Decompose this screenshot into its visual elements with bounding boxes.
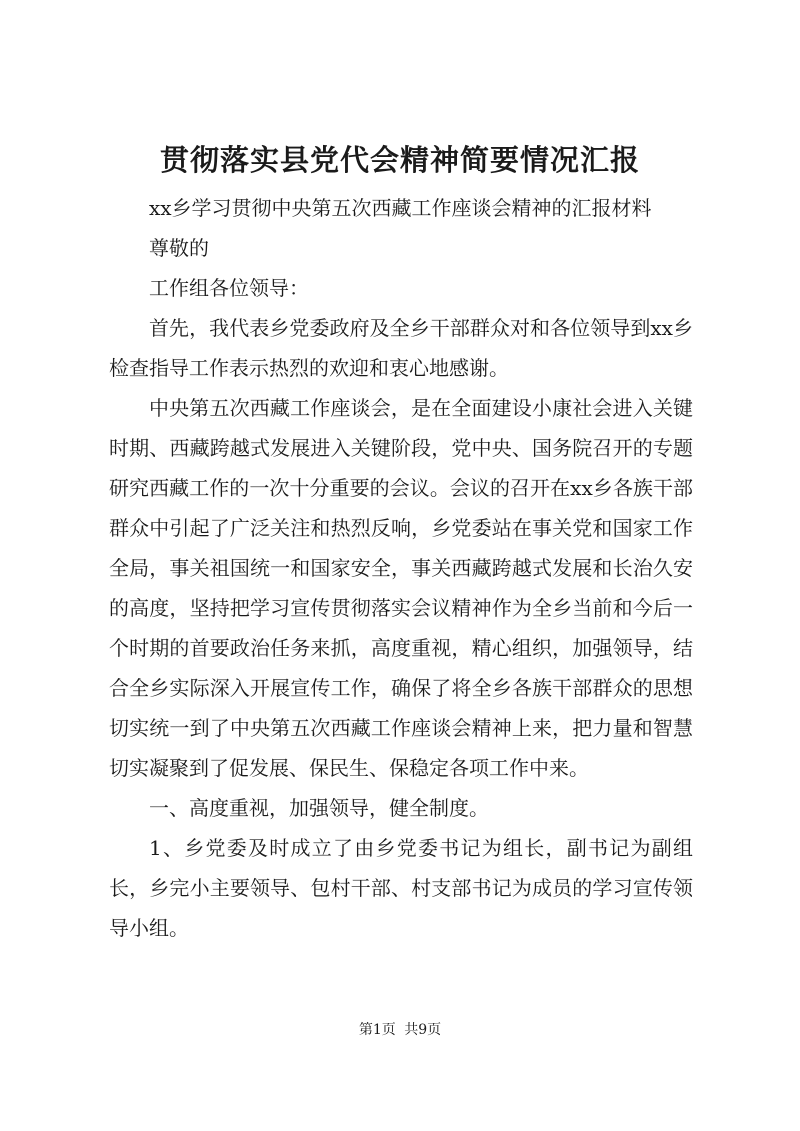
page-footer xyxy=(0,1020,800,1040)
section-heading-1: 一、高度重视，加强领导，健全制度。 xyxy=(149,796,489,820)
document-title: 贯彻落实县党代会精神简要情况汇报 xyxy=(159,143,640,177)
page-total: 共9页 xyxy=(404,1022,442,1038)
page-number: 第1页 xyxy=(358,1022,396,1038)
paragraph-subtitle: xx乡学习贯彻中央第五次西藏工作座谈会精神的汇报材料 xyxy=(149,196,652,220)
document-body xyxy=(109,188,693,948)
paragraph-addressee: 工作组各位领导： xyxy=(149,276,309,300)
paragraph-background: 中央第五次西藏工作座谈会，是在全面建设小康社会进入关键时期、西藏跨越式发展进入关键阶段，党中央、国务院召开的专题研究西藏工作的一次十分重要的会议。会议的召开在xx乡各族干部群众中引起了广泛关注和热烈反响，乡党委站在事关党和国家工作全局，事关祖国统一和国家安全，事关西藏跨越式发展和长治久安的高度，坚持把学习宣传贯彻落实会议精神作为全乡当前和今后一个时期的首要政治任务来抓，高度重视，精心组织，加强领导，结合全乡实际深入开展宣传工作，确保了将全乡各族干部群众的思想切实统一到了中央第五次西藏工作座谈会精神上来，把力量和智慧切实凝聚到了促发展、保民生、保稳定各项工作中来。 xyxy=(109,396,693,780)
paragraph-welcome: 首先，我代表乡党委政府及全乡干部群众对和各位领导到xx乡检查指导工作表示热烈的欢迎和衷心地感谢。 xyxy=(109,316,693,380)
paragraph-salutation: 尊敬的 xyxy=(149,236,209,260)
paragraph-item-1: 1、乡党委及时成立了由乡党委书记为组长，副书记为副组长，乡完小主要领导、包村干部、村支部书记为成员的学习宣传领导小组。 xyxy=(109,836,693,940)
